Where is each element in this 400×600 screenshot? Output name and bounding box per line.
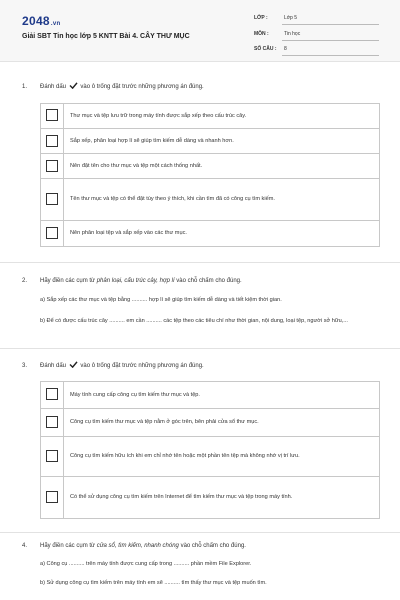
section-divider [0,348,400,349]
option-checkbox[interactable] [46,135,58,147]
question-4-heading [22,541,378,551]
option-row [41,436,379,476]
prompt-text: Hãy điền các cụm từ [40,543,97,549]
question-1 [22,82,378,92]
meta-value: Tin học [284,31,301,37]
prompt-text: vào ô trống đặt trước những phương án đúng. [80,363,204,369]
meta-question-count [254,46,379,58]
question-4-prompt [40,541,246,551]
question-number: 1. [22,84,28,90]
fill-in-sentence-a: a) Công cụ .......... trên máy tính được cung cấp trong .......... phần mềm File Explorer. [40,561,252,567]
option-text: Máy tính cung cấp công cụ tìm kiếm thư mục và tệp. [70,391,200,398]
question-number: 3. [22,363,28,369]
prompt-italic-terms: phân loại, cấu trúc cây, hợp lí [96,278,175,284]
option-row [41,408,379,436]
prompt-text: vào chỗ chấm cho đúng. [174,278,242,284]
option-row [41,104,379,128]
option-text: Sắp xếp, phân loại hợp lí sẽ giúp tìm kiếm dễ dàng và nhanh hơn. [70,137,234,144]
meta-key: MÔN : [254,31,269,37]
meta-underline [282,55,379,56]
meta-subject [254,31,379,43]
meta-value: 8 [284,46,287,52]
question-3 [22,361,378,371]
fill-in-sentence-a: a) Sắp xếp các thư mục và tệp bằng .......... hợp lí sẽ giúp tìm kiếm dễ dàng và tiết kiệm thời gian. [40,297,282,303]
question-2-prompt [40,276,242,286]
option-checkbox[interactable] [46,193,58,205]
question-number: 2. [22,278,28,284]
option-text: Nên đặt tên cho thư mục và tệp một cách thống nhất. [70,162,203,169]
question-2-heading [22,276,378,286]
checkmark-icon [69,82,78,89]
meta-class [254,15,379,27]
prompt-text: Hãy điền các cụm từ [40,278,97,284]
question-3-prompt [40,361,204,371]
question-4 [22,541,378,586]
site-logo[interactable] [22,14,60,28]
logo-text: 2048 [22,14,50,28]
question-1-options-table [40,103,380,247]
question-2 [22,276,378,324]
question-1-heading [22,82,378,92]
option-checkbox[interactable] [46,450,58,462]
logo-suffix: .vn [50,21,61,27]
option-text: Tên thư mục và tệp có thể đặt tùy theo ý thích, khi cần tìm đã có công cụ tìm kiếm. [70,196,275,202]
option-text: Nên phân loại tệp và sắp xếp vào các thư mục. [70,230,187,236]
prompt-text: Đánh dấu [40,363,67,369]
option-row [41,128,379,153]
option-text: Công cụ tìm kiếm thư mục và tệp nằm ở góc trên, bên phải cửa sổ thư mục. [70,419,259,425]
option-checkbox[interactable] [46,491,58,503]
document-header [0,0,400,62]
option-checkbox[interactable] [46,227,58,239]
option-checkbox[interactable] [46,416,58,428]
question-3-options-table [40,381,380,519]
question-number: 4. [22,543,28,549]
option-text: Công cụ tìm kiếm hữu ích khi em chỉ nhớ tên hoặc một phần tên tệp mà không nhớ vị trí lưu. [70,453,300,459]
option-checkbox[interactable] [46,388,58,400]
option-text: Thư mục và tệp lưu trữ trong máy tính được sắp xếp theo cấu trúc cây. [70,112,247,119]
option-row [41,178,379,220]
meta-key: SỐ CÂU : [254,46,277,52]
document-title: Giải SBT Tin học lớp 5 KNTT Bài 4. CÂY THƯ MỤC [22,33,190,40]
option-row [41,382,379,408]
section-divider [0,532,400,533]
question-3-heading [22,361,378,371]
prompt-text: vào ô trống đặt trước những phương án đúng. [80,84,204,90]
fill-in-sentence-b: b) Để có được cấu trúc cây .......... em cần .......... các tệp theo các tiêu chí như thời gian, nội dung, loại tệp, người sở hữu,... [40,318,348,324]
question-1-prompt [40,82,204,92]
meta-underline [282,40,379,41]
prompt-text: Đánh dấu [40,84,67,90]
option-checkbox[interactable] [46,160,58,172]
option-row [41,153,379,178]
option-row [41,476,379,518]
checkmark-icon [69,361,78,368]
meta-underline [282,24,379,25]
fill-in-sentence-b: b) Sử dụng công cụ tìm kiếm trên máy tính em sẽ .......... tìm thấy thư mục và tệp muốn tìm. [40,580,267,586]
meta-key: LỚP : [254,15,268,21]
prompt-italic-terms: cửa sổ, tìm kiếm, nhanh chóng [96,543,179,549]
section-divider [0,262,400,263]
option-text: Có thể sử dụng công cụ tìm kiếm trên Internet để tìm kiếm thư mục và tệp trong máy tính. [70,494,293,500]
prompt-text: vào chỗ chấm cho đúng. [178,543,246,549]
option-checkbox[interactable] [46,109,58,121]
option-row [41,220,379,246]
meta-value: Lớp 5 [284,15,298,21]
